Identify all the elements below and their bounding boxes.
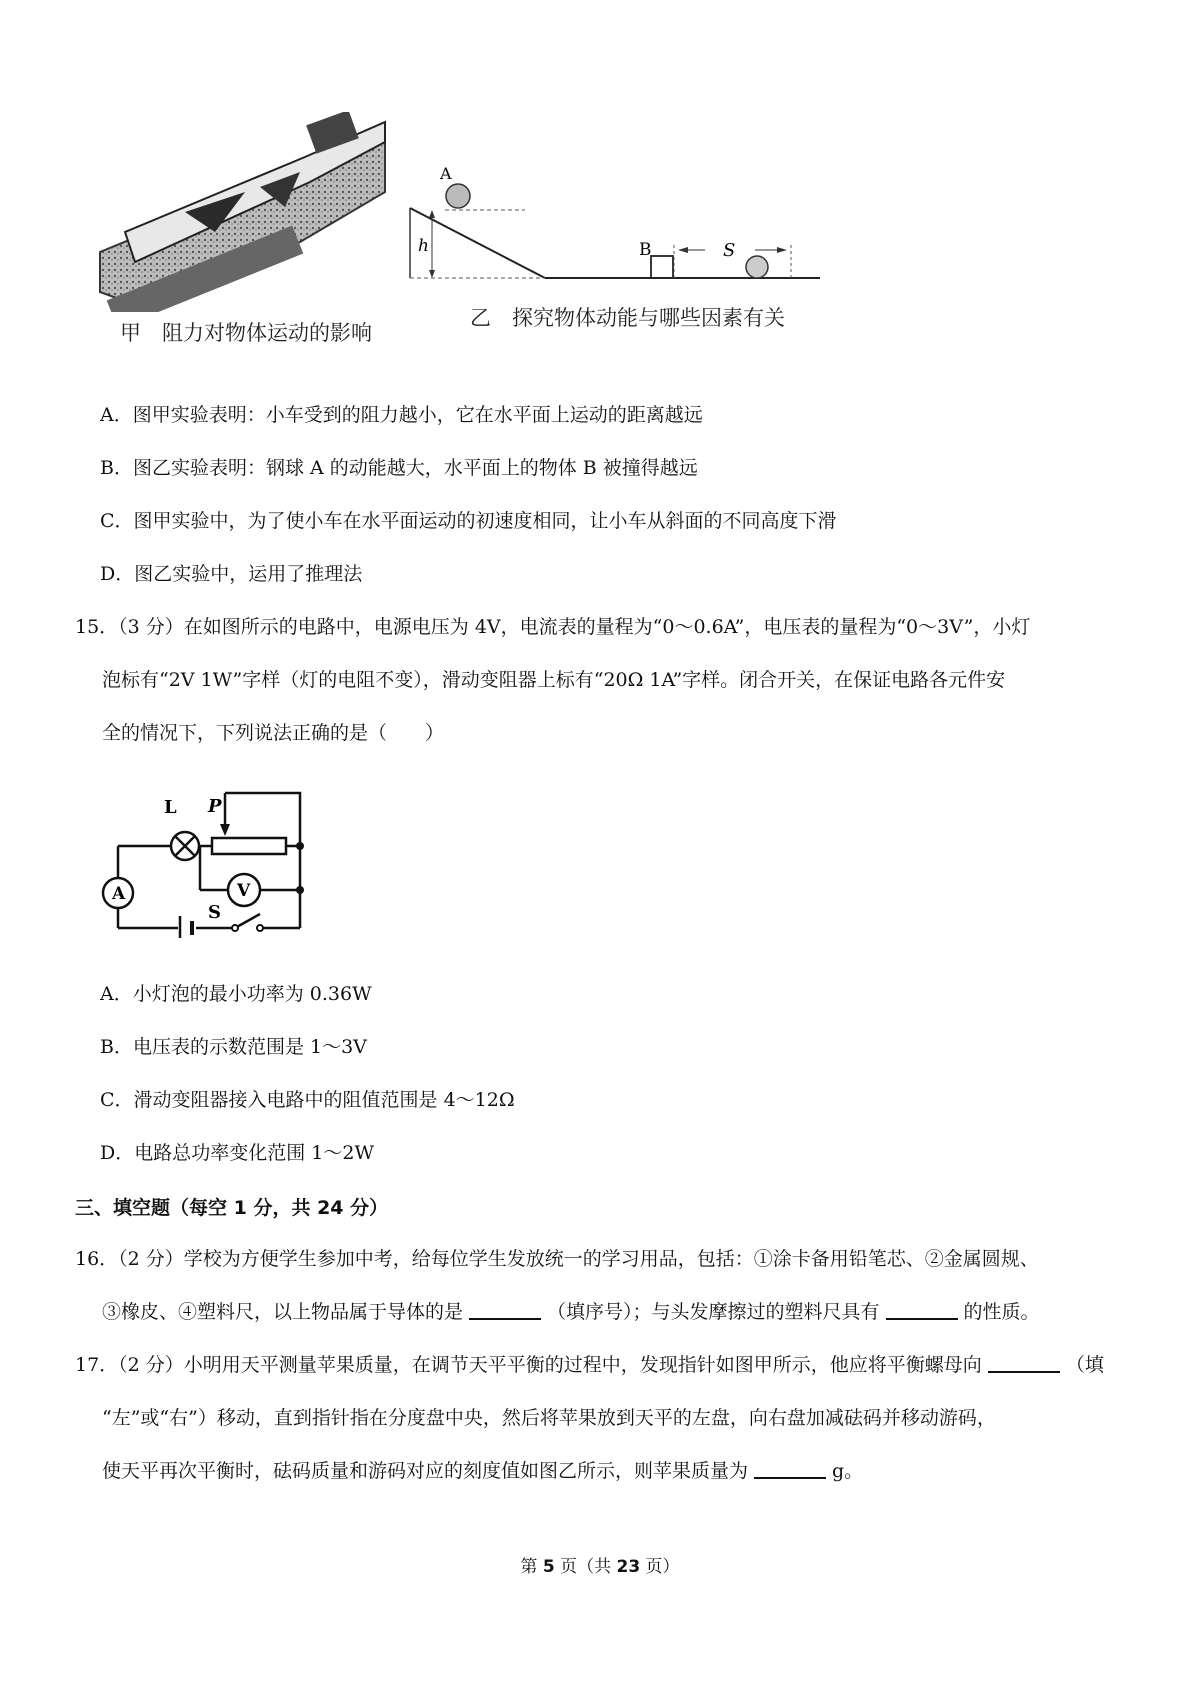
q15-stem-line1: 15．（3 分）在如图所示的电路中，电源电压为 4V，电流表的量程为“0～0.6A”，电压表的量程为“0～3V”，小灯 bbox=[75, 616, 1031, 638]
q16-answer-blank-2[interactable] bbox=[886, 1300, 958, 1320]
footer-suffix: 页） bbox=[640, 1557, 680, 1577]
footer-prefix: 第 bbox=[520, 1557, 543, 1577]
q17-answer-blank-1[interactable] bbox=[988, 1353, 1060, 1373]
figure-jia bbox=[95, 112, 395, 352]
ball-at-rest bbox=[746, 256, 768, 278]
q14-option-c: C．图甲实验中，为了使小车在水平面运动的初速度相同，让小车从斜面的不同高度下滑 bbox=[100, 510, 837, 532]
q14-option-d: D．图乙实验中，运用了推理法 bbox=[100, 563, 363, 585]
q15-option-a: A．小灯泡的最小功率为 0.36W bbox=[100, 983, 372, 1005]
ammeter-label: A bbox=[112, 884, 126, 904]
q17-text-b: （填 bbox=[1065, 1354, 1104, 1376]
q17-text-a: 17．（2 分）小明用天平测量苹果质量，在调节天平平衡的过程中，发现指针如图甲所示，他应将平衡螺母向 bbox=[75, 1354, 982, 1376]
q16-stem-line2 bbox=[102, 1299, 1040, 1325]
q15-stem-line3: 全的情况下，下列说法正确的是（ ） bbox=[102, 722, 445, 744]
label-a: A bbox=[440, 164, 452, 183]
q16-answer-blank-1[interactable] bbox=[469, 1300, 541, 1320]
cart-ramp-photo bbox=[95, 112, 395, 312]
q15-stem-line2: 泡标有“2V 1W”字样（灯的电阻不变），滑动变阻器上标有“20Ω 1A”字样。闭合开关，在保证电路各元件安 bbox=[102, 669, 1006, 691]
label-s: S bbox=[723, 240, 736, 261]
q15-option-b: B．电压表的示数范围是 1～3V bbox=[100, 1036, 367, 1058]
q16-text-b: （填序号）；与头发摩擦过的塑料尺具有 bbox=[547, 1301, 880, 1323]
block-b bbox=[651, 256, 673, 278]
lamp-label: L bbox=[164, 797, 177, 818]
figure-jia-caption: 甲 阻力对物体运动的影响 bbox=[120, 321, 372, 345]
ball-a bbox=[446, 184, 470, 208]
q17-stem-line1 bbox=[75, 1352, 1104, 1378]
label-b: B bbox=[639, 240, 652, 260]
figure-yi bbox=[405, 150, 825, 350]
q14-option-a: A．图甲实验表明：小车受到的阻力越小，它在水平面上运动的距离越远 bbox=[100, 404, 703, 426]
footer-total-pages: 23 bbox=[616, 1557, 641, 1577]
q15-option-d: D．电路总功率变化范围 1～2W bbox=[100, 1142, 374, 1164]
circuit-figure bbox=[100, 778, 320, 938]
q14-option-b: B．图乙实验表明：钢球 A 的动能越大，水平面上的物体 B 被撞得越远 bbox=[100, 457, 698, 479]
q16-text-a: ③橡皮、④塑料尺，以上物品属于导体的是 bbox=[102, 1301, 464, 1323]
kinetic-energy-diagram bbox=[405, 150, 825, 290]
section-heading: 三、填空题（每空 1 分，共 24 分） bbox=[75, 1197, 389, 1219]
q17-text-d: g。 bbox=[832, 1460, 864, 1482]
q16-stem-line1: 16．（2 分）学校为方便学生参加中考，给每位学生发放统一的学习用品，包括：①涂卡备用铅笔芯、②金属圆规、 bbox=[75, 1248, 1039, 1270]
footer-middle: 页（共 bbox=[554, 1557, 617, 1577]
label-h: h bbox=[418, 236, 429, 256]
q17-stem-line2: “左”或“右”）移动，直到指针指在分度盘中央，然后将苹果放到天平的左盘，向右盘加减砝码并移动游码， bbox=[102, 1407, 996, 1429]
q17-text-c: 使天平再次平衡时，砝码质量和游码对应的刻度值如图乙所示，则苹果质量为 bbox=[102, 1460, 749, 1482]
footer-page-number: 5 bbox=[542, 1557, 555, 1577]
page-footer bbox=[0, 1552, 1200, 1577]
q17-stem-line3 bbox=[102, 1458, 863, 1484]
voltmeter-label: V bbox=[237, 881, 251, 901]
circuit-diagram bbox=[100, 778, 320, 938]
q16-text-c: 的性质。 bbox=[963, 1301, 1040, 1323]
slider-label: P bbox=[208, 796, 222, 817]
switch-label: S bbox=[208, 902, 221, 923]
q15-option-c: C．滑动变阻器接入电路中的阻值范围是 4～12Ω bbox=[100, 1089, 515, 1111]
q17-answer-blank-2[interactable] bbox=[754, 1459, 826, 1479]
figure-yi-caption: 乙 探究物体动能与哪些因素有关 bbox=[470, 306, 785, 330]
lamp-symbol bbox=[171, 832, 199, 860]
